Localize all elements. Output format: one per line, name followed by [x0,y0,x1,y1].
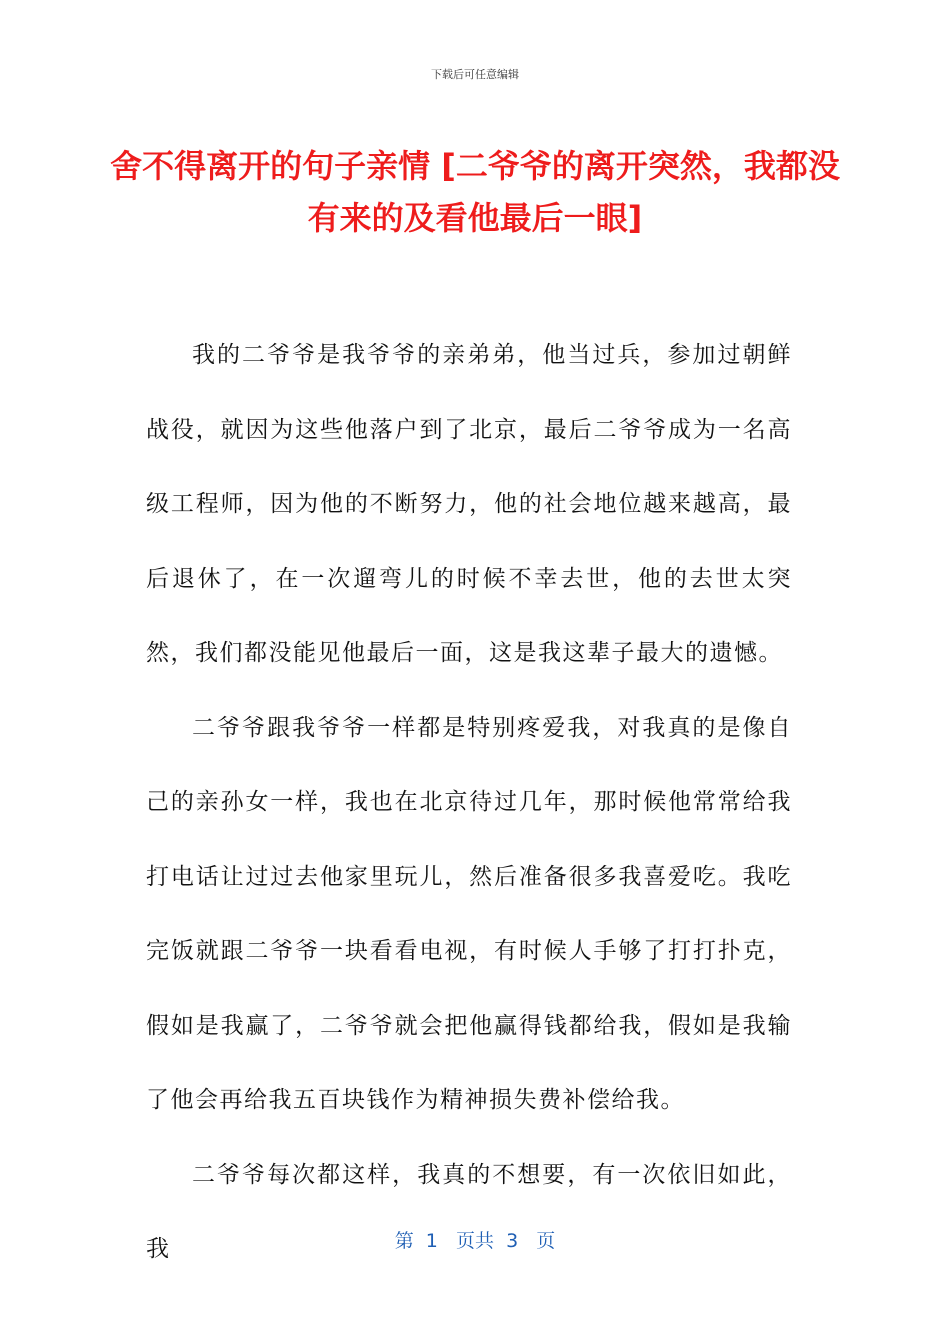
document-body [146,318,792,1287]
paragraph: 我的二爷爷是我爷爷的亲弟弟，他当过兵，参加过朝鲜战役，就因为这些他落户到了北京，最后二爷爷成为一名高级工程师，因为他的不断努力，他的社会地位越来越高，最后退休了，在一次遛弯儿的时候不幸去世，他的去世太突然，我们都没能见他最后一面，这是我这辈子最大的遗憾。 [146,342,792,666]
paragraph: 二爷爷跟我爷爷一样都是特别疼爱我，对我真的是像自己的亲孙女一样，我也在北京待过几年，那时候他常常给我打电话让过过去他家里玩儿，然后准备很多我喜爱吃。我吃完饭就跟二爷爷一块看看电视，有时候人手够了打打扑克，假如是我赢了，二爷爷就会把他赢得钱都给我，假如是我输了他会再给我五百块钱作为精神损失费补偿给我。 [146,714,792,1113]
document-title: 舍不得离开的句子亲情 [二爷爷的离开突然，我都没有来的及看他最后一眼] [110,147,840,237]
paragraph: 二爷爷每次都这样，我真的不想要，有一次依旧如此，我 [146,1161,792,1262]
page-number: 第 1 页共 3 页 [394,1230,556,1252]
header-note: 下载后可任意编辑 [431,68,519,81]
